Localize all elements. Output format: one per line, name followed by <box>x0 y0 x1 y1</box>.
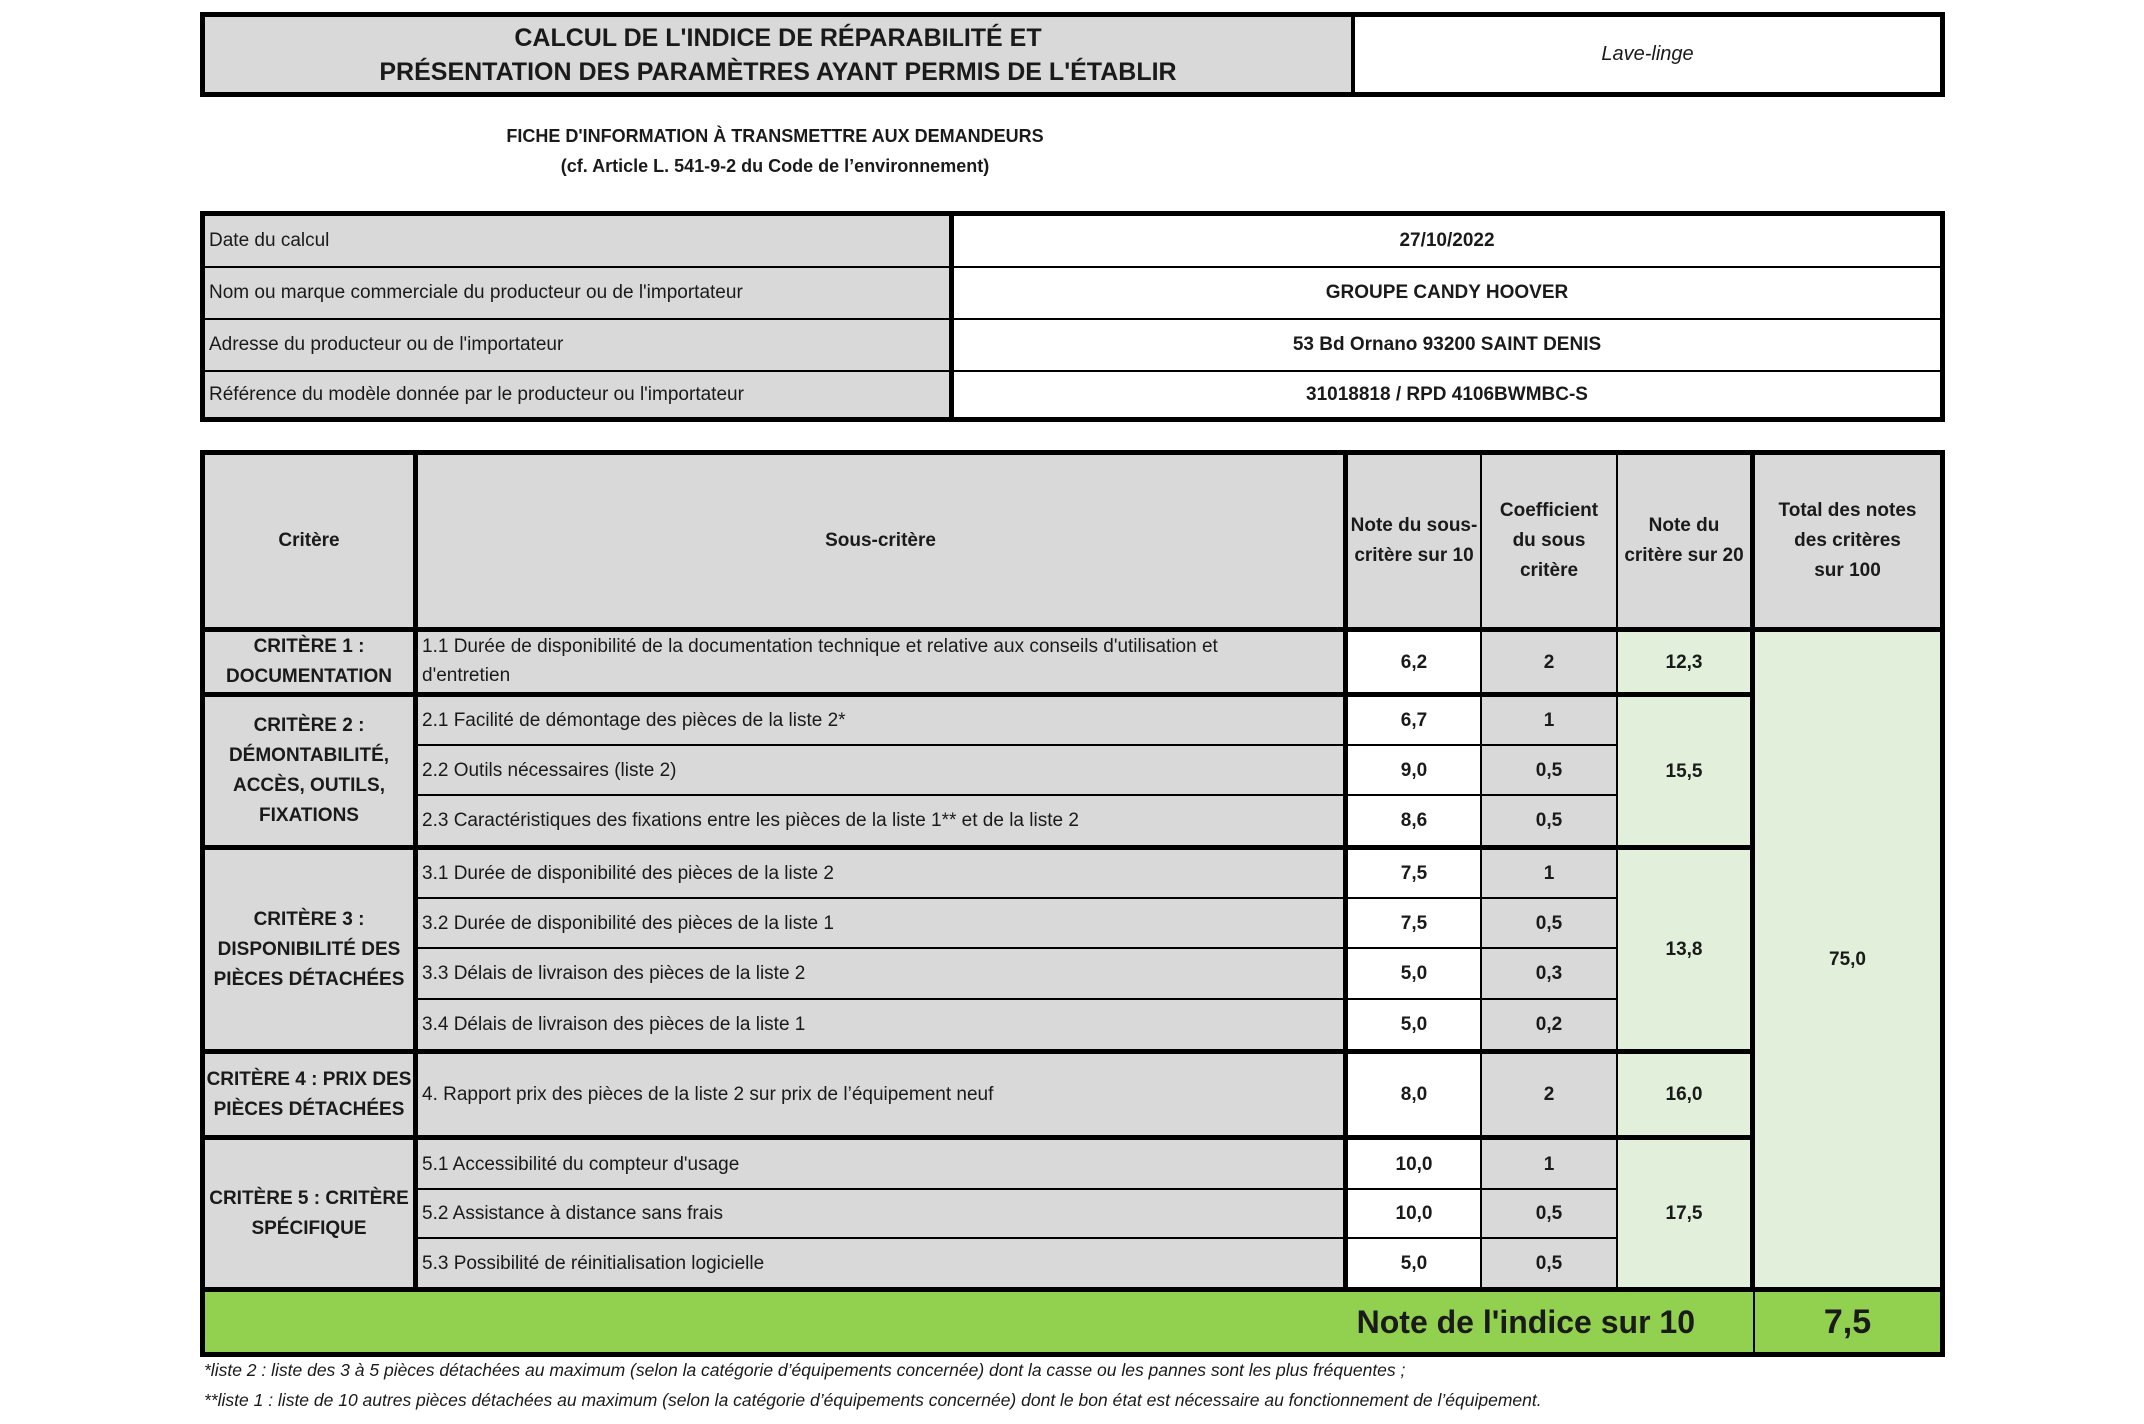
note-5-3: 5,0 <box>1348 1239 1480 1287</box>
coef-2-3: 0,5 <box>1482 796 1616 845</box>
col-header-critere <box>205 455 413 627</box>
criterion-text: DÉMONTABILITÉ, <box>228 745 390 766</box>
document-title <box>205 17 1355 92</box>
sub-criterion-3-3: 3.3 Délais de livraison des pièces de la liste 2 <box>418 949 1343 998</box>
title-line-1: CALCUL DE L'INDICE DE RÉPARABILITÉ ET <box>514 23 1042 52</box>
info-value: 53 Bd Ornano 93200 SAINT DENIS <box>954 320 1940 370</box>
criterion-text: DOCUMENTATION <box>225 666 393 687</box>
title-box <box>200 12 1945 97</box>
info-value: GROUPE CANDY HOOVER <box>954 268 1940 318</box>
note-2-1: 6,7 <box>1348 697 1480 744</box>
header-text: Total des notes <box>1778 500 1917 521</box>
col-header-sous-critere-label: Sous-critère <box>825 530 936 551</box>
info-row-date <box>205 216 1940 268</box>
product-category <box>1355 17 1940 92</box>
info-value: 27/10/2022 <box>954 216 1940 266</box>
coef-5-1: 1 <box>1482 1140 1616 1188</box>
note-2-2: 9,0 <box>1348 746 1480 794</box>
info-label: Date du calcul <box>205 216 954 266</box>
final-index-label: Note de l'indice sur 10 <box>205 1292 1753 1352</box>
footnote-liste-1: **liste 1 : liste de 10 autres pièces détachées au maximum (selon la catégorie d’équipements concernée) dont le bon état est nécessaire au fonctionnement de l’équipement. <box>204 1390 1542 1410</box>
sub-criterion-text: d'entretien <box>422 665 511 686</box>
info-table <box>200 211 1945 422</box>
total-score-100: 75,0 <box>1755 632 1940 1287</box>
note-3-4: 5,0 <box>1348 1000 1480 1049</box>
subtitle-line-2: (cf. Article L. 541-9-2 du Code de l’environnement) <box>560 156 990 176</box>
col-header-note-critere <box>1618 455 1750 627</box>
note-1-1: 6,2 <box>1348 632 1480 692</box>
product-category-label: Lave-linge <box>1601 43 1694 65</box>
info-label: Nom ou marque commerciale du producteur ou de l'importateur <box>205 268 954 318</box>
coef-5-3: 0,5 <box>1482 1239 1616 1287</box>
criterion-4-score20: 16,0 <box>1618 1054 1750 1135</box>
coef-1-1: 2 <box>1482 632 1616 692</box>
sub-criterion-2-3: 2.3 Caractéristiques des fixations entre les pièces de la liste 1** et de la liste 2 <box>418 796 1343 845</box>
criterion-text: PIÈCES DÉTACHÉES <box>213 1098 405 1120</box>
criterion-text: CRITÈRE 1 : <box>253 636 365 657</box>
col-header-coefficient <box>1482 455 1616 627</box>
coef-3-3: 0,3 <box>1482 949 1616 998</box>
criterion-1-label <box>205 632 413 692</box>
col-header-critere-label: Critère <box>278 530 340 551</box>
criterion-3-score20: 13,8 <box>1618 850 1750 1049</box>
sub-criterion-5-2: 5.2 Assistance à distance sans frais <box>418 1190 1343 1237</box>
criterion-text: CRITÈRE 2 : <box>253 715 365 736</box>
col-header-sous-critere <box>418 455 1343 627</box>
criterion-5-score20: 17,5 <box>1618 1140 1750 1287</box>
criterion-5-label <box>205 1140 413 1287</box>
criterion-2-score20: 15,5 <box>1618 697 1750 845</box>
header-text: Note du sous- <box>1350 515 1478 536</box>
criterion-text: CRITÈRE 4 : PRIX DES <box>206 1068 412 1090</box>
info-value: 31018818 / RPD 4106BWMBC-S <box>954 372 1940 417</box>
sub-criterion-5-3: 5.3 Possibilité de réinitialisation logicielle <box>418 1239 1343 1287</box>
sub-criterion-3-4: 3.4 Délais de livraison des pièces de la liste 1 <box>418 1000 1343 1049</box>
info-row-address <box>205 320 1940 372</box>
col-header-note-sous-critere <box>1348 455 1480 627</box>
sub-criterion-2-2: 2.2 Outils nécessaires (liste 2) <box>418 746 1343 794</box>
criterion-3-label <box>205 850 413 1049</box>
header-text: critère sur 20 <box>1624 545 1744 566</box>
criterion-text: ACCÈS, OUTILS, <box>232 775 385 796</box>
note-4: 8,0 <box>1348 1054 1480 1135</box>
sub-criterion-1-1 <box>418 632 1343 692</box>
subtitle-line-1: FICHE D'INFORMATION À TRANSMETTRE AUX DEMANDEURS <box>506 126 1044 146</box>
coef-4: 2 <box>1482 1054 1616 1135</box>
info-label: Référence du modèle donnée par le producteur ou l'importateur <box>205 372 954 417</box>
header-text: critère <box>1519 560 1579 581</box>
criterion-text: CRITÈRE 3 : <box>253 908 365 930</box>
coef-3-2: 0,5 <box>1482 899 1616 947</box>
criterion-4-label <box>205 1054 413 1135</box>
note-2-3: 8,6 <box>1348 796 1480 845</box>
sub-criterion-4: 4. Rapport prix des pièces de la liste 2 sur prix de l’équipement neuf <box>418 1054 1343 1135</box>
note-3-2: 7,5 <box>1348 899 1480 947</box>
criterion-text: PIÈCES DÉTACHÉES <box>213 968 405 990</box>
coef-5-2: 0,5 <box>1482 1190 1616 1237</box>
criterion-2-label <box>205 697 413 845</box>
coef-2-2: 0,5 <box>1482 746 1616 794</box>
sub-criterion-2-1: 2.1 Facilité de démontage des pièces de la liste 2* <box>418 697 1343 744</box>
criteria-table <box>200 450 1945 1357</box>
col-header-total <box>1755 455 1940 627</box>
note-5-2: 10,0 <box>1348 1190 1480 1237</box>
info-row-brand <box>205 268 1940 320</box>
header-text: critère sur 10 <box>1354 545 1474 566</box>
header-text: Note du <box>1648 515 1720 536</box>
header-text: des critères <box>1794 530 1901 551</box>
header-text: Coefficient <box>1499 500 1599 521</box>
sub-criterion-3-2: 3.2 Durée de disponibilité des pièces de la liste 1 <box>418 899 1343 947</box>
criterion-1-score20: 12,3 <box>1618 632 1750 692</box>
coef-2-1: 1 <box>1482 697 1616 744</box>
sub-criterion-5-1: 5.1 Accessibilité du compteur d'usage <box>418 1140 1343 1188</box>
title-line-2: PRÉSENTATION DES PARAMÈTRES AYANT PERMIS DE L'ÉTABLIR <box>379 57 1177 86</box>
coef-3-1: 1 <box>1482 850 1616 897</box>
criterion-text: CRITÈRE 5 : CRITÈRE <box>209 1187 409 1209</box>
info-row-model <box>205 372 1940 417</box>
criterion-text: DISPONIBILITÉ DES <box>217 938 401 960</box>
note-3-3: 5,0 <box>1348 949 1480 998</box>
coef-3-4: 0,2 <box>1482 1000 1616 1049</box>
header-text: du sous <box>1512 530 1586 551</box>
criterion-text: FIXATIONS <box>259 805 359 826</box>
note-3-1: 7,5 <box>1348 850 1480 897</box>
final-index-value: 7,5 <box>1755 1292 1940 1352</box>
info-label: Adresse du producteur ou de l'importateur <box>205 320 954 370</box>
criterion-text: SPÉCIFIQUE <box>251 1217 367 1239</box>
note-5-1: 10,0 <box>1348 1140 1480 1188</box>
footnote-liste-2: *liste 2 : liste des 3 à 5 pièces détachées au maximum (selon la catégorie d’équipements concernée) dont la casse ou les pannes sont les plus fréquentes ; <box>204 1360 1406 1380</box>
sub-criterion-text: 1.1 Durée de disponibilité de la documentation technique et relative aux conseils d'utilisation et <box>422 636 1218 657</box>
sub-criterion-3-1: 3.1 Durée de disponibilité des pièces de la liste 2 <box>418 850 1343 897</box>
header-text: sur 100 <box>1814 560 1881 581</box>
